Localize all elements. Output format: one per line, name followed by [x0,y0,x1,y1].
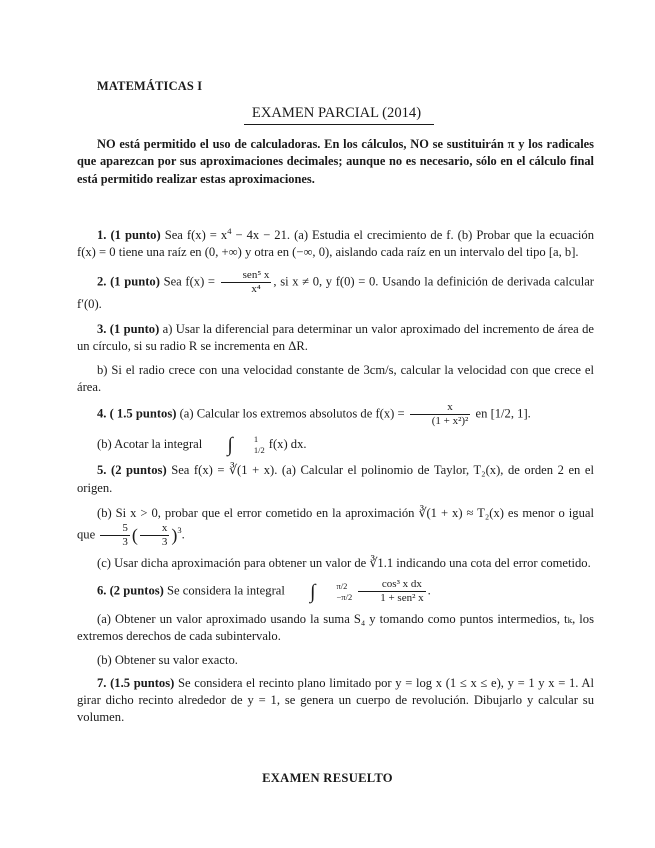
problem-4-part-b [77,434,594,456]
problem-4-integral-upper: 1 [253,434,259,445]
problem-5-part-a [77,462,594,496]
problem-7 [77,675,594,727]
problem-3-label: 3. (1 punto) [97,321,160,336]
problem-6-part-b: (b) Obtener su valor exacto. [97,652,238,667]
problem-3-part-b: b) Si el radio crece con una velocidad constante de 3cm/s, calcular la velocidad con que crece el área. [77,363,594,395]
problem-5-label: 5. (2 puntos) [97,463,167,478]
problem-5-fraction-numerator: 5 [100,522,130,536]
subject-heading: MATEMÁTICAS I [97,79,203,93]
problem-6-part-a: (a) Obtener un valor aproximado usando la suma S₄ y tomando como puntos intermedios, tₖ, los extremos derechos de cada subintervalo. [77,612,594,644]
problem-1 [77,227,594,261]
problem-5-text-a: Sea f(x) = ∛(1 + x). (a) Calcular el polinomio de Taylor, T₂(x), de orden 2 en el origen. [77,463,594,495]
problem-list [77,227,594,726]
problem-2-label: 2. (1 punto) [97,274,160,289]
problem-4-part-b-text-a: (b) Acotar la integral [97,437,203,452]
integral-sign: ∫ [227,434,233,457]
problem-2 [77,269,594,313]
problem-6-text-a: Se considera la integral [167,583,285,598]
problem-6-label: 6. (2 puntos) [97,583,164,598]
problem-6-integral-lower: −π/2 [336,591,353,602]
problem-2-fraction-numerator: sen⁵ x [221,269,272,283]
problem-6-fraction-numerator: cos³ x dx [358,578,425,592]
problem-5-part-b-end: . [181,527,185,542]
problem-4-fraction [410,401,471,428]
problem-5-inner-denominator: 3 [161,536,168,549]
problem-4-text-b: en [1/2, 1]. [475,406,531,421]
problem-6-integral-upper: π/2 [336,580,348,591]
close-paren: ) [171,524,178,545]
problem-2-fraction [221,269,272,296]
problem-6-text-b: . [427,583,431,598]
problem-6-fraction [358,578,425,605]
problem-1-exponent: 4 [227,225,232,236]
problem-3-part-a [77,321,594,355]
problem-5-fraction-denominator: 3 [122,536,128,549]
problem-6-fraction-denominator: 1 + sen² x [380,592,424,605]
problem-6-integral-limits [317,581,353,603]
problem-5-fraction [100,522,130,549]
calculator-notice: NO está permitido el uso de calculadoras. En los cálculos, NO se sustituirán π y los radicales que aparezcan por sus aproximaciones decimales; aunque no es necesario, sólo en el cálculo final está permitido realizar estas aproximaciones. [77,137,594,186]
problem-4-integral-limits [234,434,265,456]
problem-2-text-b: , si x ≠ 0, y f(0) = 0. Usando la definición de derivada calcular f′(0). [77,274,594,312]
open-paren: ( [131,524,138,545]
problem-4-fraction-denominator: (1 + x²)² [431,415,469,428]
problem-7-label: 7. (1.5 puntos) [97,675,175,690]
problem-5-part-b-text: (b) Si x > 0, probar que el error cometido en la aproximación ∛(1 + x) ≈ T₂(x) es menor o igual que [77,505,594,542]
problem-5-inner-numerator: x [140,522,170,536]
problem-5-part-c: (c) Usar dicha aproximación para obtener un valor de ∛1.1 indicando una cota del error cometido. [97,556,591,571]
problem-4-part-b-text-b: f(x) dx. [268,437,307,452]
problem-2-text-a: Sea f(x) = [163,274,216,289]
problem-5-part-b [77,505,594,549]
resolved-exam-heading: EXAMEN RESUELTO [262,771,393,785]
integral-sign: ∫ [310,580,316,603]
exam-title-underline [244,124,434,125]
problem-2-fraction-denominator: x⁴ [251,283,261,296]
problem-4-label: 4. ( 1.5 puntos) [97,406,177,421]
problem-4-integral-lower: 1/2 [253,445,265,456]
problem-3-text-a: a) Usar la diferencial para determinar un valor aproximado del incremento de área de un círculo, si su radio R se incrementa en ΔR. [77,321,594,353]
problem-5-inner-fraction [140,522,170,549]
problem-4-text-a: (a) Calcular los extremos absolutos de f(x) = [179,406,405,421]
problem-6 [77,578,594,605]
problem-1-label: 1. (1 punto) [97,228,161,242]
problem-4-part-a [77,401,594,428]
exam-title-text: EXAMEN PARCIAL (2014) [251,105,422,121]
problem-1-text-a: Sea f(x) = x [164,228,228,242]
problem-7-text: Se considera el recinto plano limitado por y = log x (1 ≤ x ≤ e), y = 1 y x = 1. Al girar dicho recinto alrededor de y = 1, se genera un cuerpo de revolución. Dibujarlo y calcular su volumen. [77,675,594,725]
problem-1-text-b: − 4x − 21. (a) Estudia el crecimiento de f. (b) Probar que la ecuación f(x) = 0 tiene una raíz en (0, +∞) y otra en (−∞, 0), aislando cada raíz en un intervalo del tipo [a, b]. [77,228,594,260]
problem-5-cube-exponent: 3 [177,525,182,536]
problem-4-fraction-numerator: x [410,401,471,415]
exam-title [0,105,655,122]
